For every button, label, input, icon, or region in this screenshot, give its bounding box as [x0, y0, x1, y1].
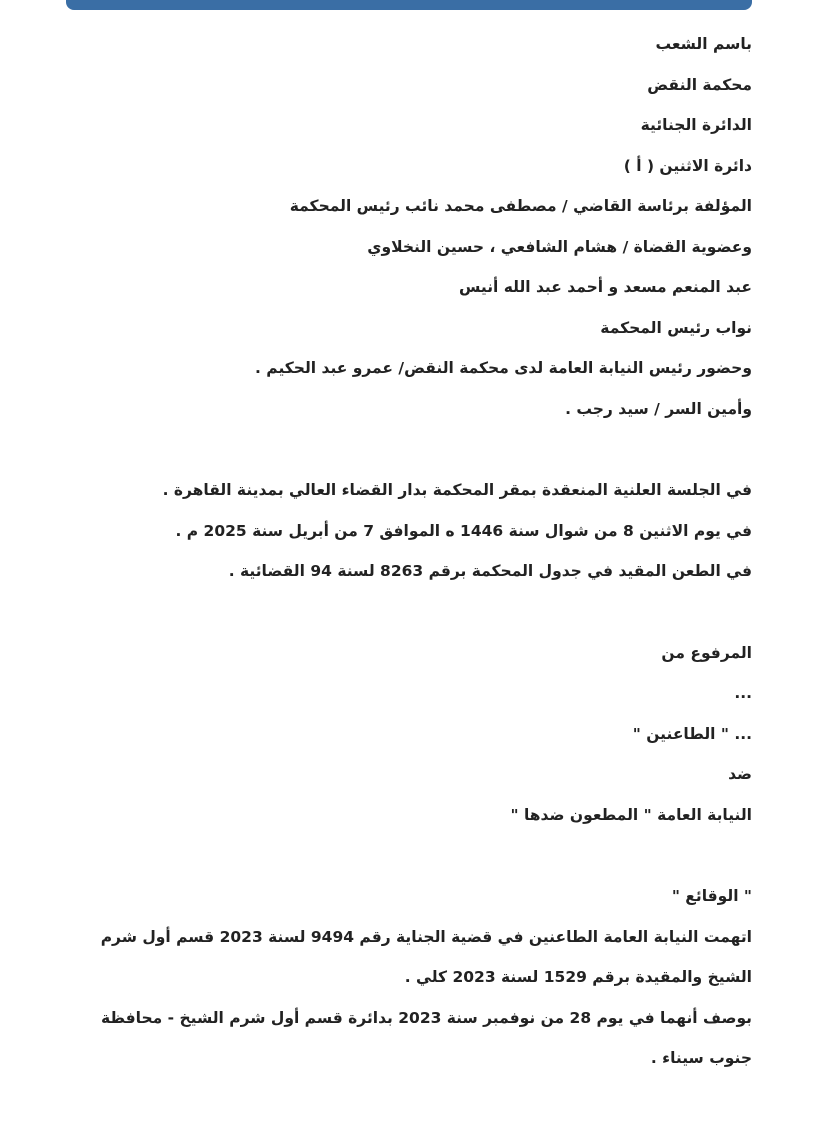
parties-line-appellants: ... " الطاعنين " — [632, 724, 752, 743]
header-line-circuit: دائرة الاثنين ( أ ) — [623, 156, 752, 175]
spacer — [62, 429, 752, 470]
facts-paragraph-description: بوصف أنهما في يوم 28 من نوفمبر سنة 2023 بدائرة قسم أول شرم الشيخ - محافظة جنوب سيناء . — [100, 1008, 752, 1067]
parties-line-against: ضد — [728, 765, 752, 783]
header-line-secretary: وأمين السر / سيد رجب . — [565, 399, 752, 418]
spacer — [62, 592, 752, 633]
header-line-prosecutor: وحضور رئيس النيابة العامة لدى محكمة النقض/ عمرو عبد الحكيم . — [255, 359, 752, 377]
header-line-deputies: نواب رئيس المحكمة — [600, 318, 752, 337]
facts-heading: " الوقائع " — [671, 887, 752, 905]
header-line-presiding-judge: المؤلفة برئاسة القاضي / مصطفى محمد نائب رئيس المحكمة — [289, 197, 752, 215]
parties-line-redacted: ... — [734, 684, 752, 702]
parties-line-filed-by: المرفوع من — [661, 643, 752, 662]
session-line-date: في يوم الاثنين 8 من شوال سنة 1446 ه الموافق 7 من أبريل سنة 2025 م . — [175, 521, 752, 540]
parties-line-respondent: النيابة العامة " المطعون ضدها " — [510, 805, 752, 824]
session-line-venue: في الجلسة العلنية المنعقدة بمقر المحكمة بدار القضاء العالي بمدينة القاهرة . — [162, 481, 752, 499]
top-header-bar — [66, 0, 752, 10]
session-line-case-number: في الطعن المقيد في جدول المحكمة برقم 8263 لسنة 94 القضائية . — [228, 562, 752, 580]
spacer — [62, 835, 752, 876]
facts-paragraph-charge: اتهمت النيابة العامة الطاعنين في قضية الجناية رقم 9494 لسنة 2023 قسم أول شرم الشيخ والمقيدة برقم 1529 لسنة 2023 كلي . — [100, 927, 752, 986]
header-line-judges: وعضوية القضاة / هشام الشافعي ، حسين النخلاوي — [367, 237, 752, 256]
header-line-court: محكمة النقض — [647, 75, 752, 94]
header-line-division: الدائرة الجنائية — [640, 116, 752, 134]
judgment-document — [62, 24, 752, 1079]
header-line-judges-cont: عبد المنعم مسعد و أحمد عبد الله أنيس — [458, 278, 752, 296]
header-line-republic: باسم الشعب — [655, 35, 752, 53]
